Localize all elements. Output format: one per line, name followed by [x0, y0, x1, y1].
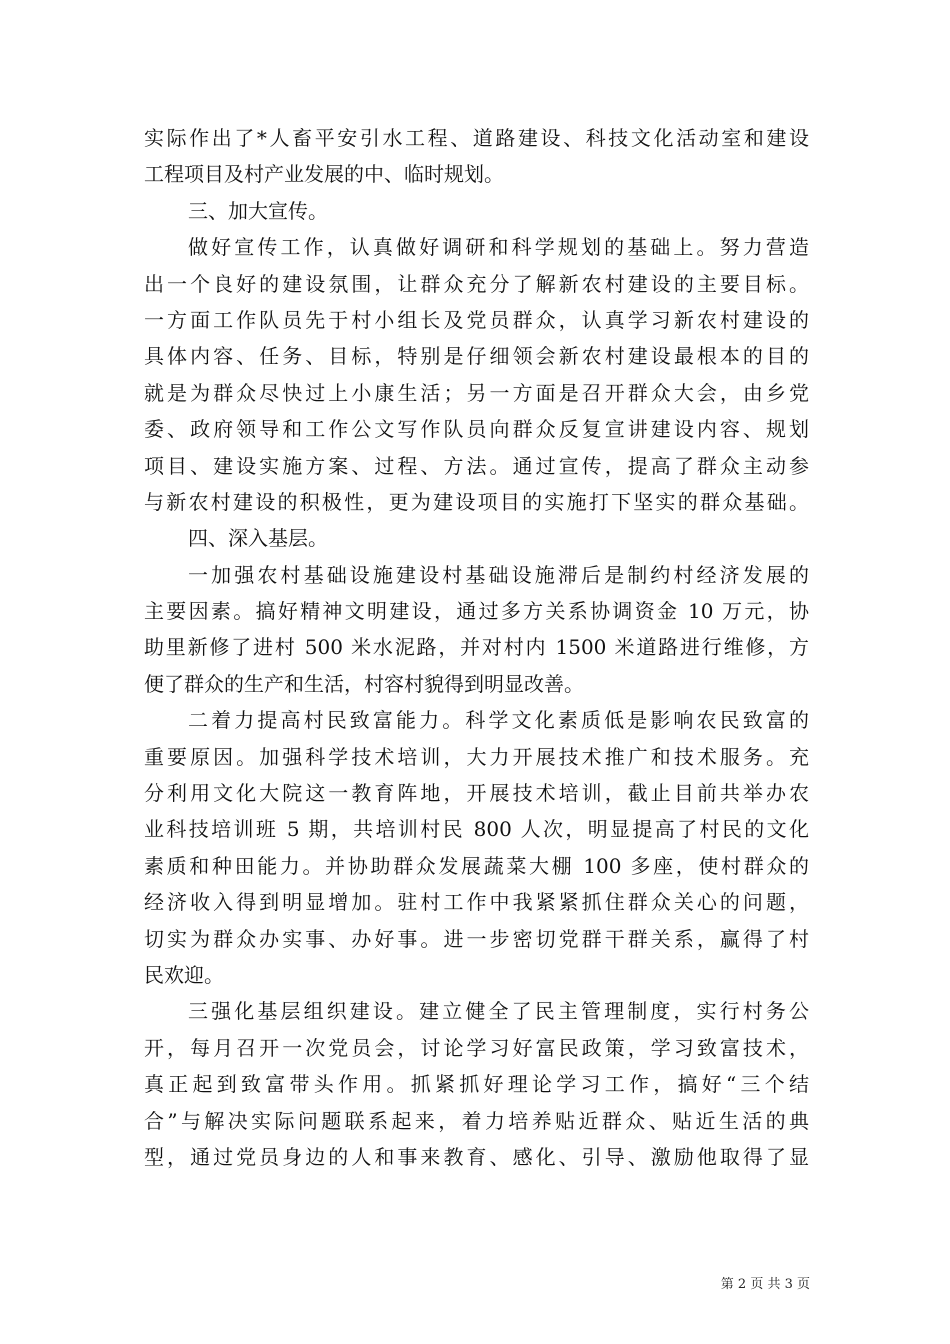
- text-line: 与新农村建设的积极性，更为建设项目的实施打下坚实的群众基础。: [144, 489, 809, 514]
- text-line: 真正起到致富带头作用。抓紧抓好理论学习工作，搞好“三个结: [144, 1072, 809, 1097]
- text-line: 合”与解决实际问题联系起来，着力培养贴近群众、贴近生活的典: [144, 1108, 809, 1133]
- document-body: [144, 120, 809, 1175]
- text-line: 一方面工作队员先于村小组长及党员群众，认真学习新农村建设的: [144, 307, 809, 332]
- text-line: 具体内容、任务、目标，特别是仔细领会新农村建设最根本的目的: [144, 344, 809, 369]
- section-heading: 三、加大宣传。: [188, 198, 328, 223]
- text-line: 实际作出了*人畜平安引水工程、道路建设、科技文化活动室和建设: [144, 126, 809, 150]
- text-line: 经济收入得到明显增加。驻村工作中我紧紧抓住群众关心的问题，: [144, 890, 809, 915]
- text-line: 业科技培训班 5 期，共培训村民 800 人次，明显提高了村民的文化: [144, 817, 809, 842]
- section-heading: 四、深入基层。: [188, 526, 328, 551]
- text-line: 重要原因。加强科学技术培训，大力开展技术推广和技术服务。充: [144, 744, 809, 769]
- text-line: 型，通过党员身边的人和事来教育、感化、引导、激励他取得了显: [144, 1144, 809, 1169]
- text-line: 工程项目及村产业发展的中、临时规划。: [144, 162, 504, 187]
- text-line: 三强化基层组织建设。建立健全了民主管理制度，实行村务公: [188, 999, 809, 1024]
- text-line: 分利用文化大院这一教育阵地，开展技术培训，截止目前共举办农: [144, 781, 809, 806]
- text-line: 素质和种田能力。并协助群众发展蔬菜大棚 100 多座，使村群众的: [144, 853, 809, 878]
- text-line: 民欢迎。: [144, 962, 224, 987]
- text-line: 委、政府领导和工作公文写作队员向群众反复宣讲建设内容、规划: [144, 417, 809, 442]
- text-line: 助里新修了进村 500 米水泥路，并对村内 1500 米道路进行维修，方: [144, 635, 809, 660]
- text-line: 主要因素。搞好精神文明建设，通过多方关系协调资金 10 万元，协: [144, 599, 809, 624]
- text-line: 做好宣传工作，认真做好调研和科学规划的基础上。努力营造: [188, 235, 809, 260]
- text-line: 开，每月召开一次党员会，讨论学习好富民政策，学习致富技术，: [144, 1035, 809, 1060]
- text-line: 切实为群众办实事、办好事。进一步密切党群干群关系，赢得了村: [144, 926, 809, 951]
- page-number-footer: 第 2 页 共 3 页: [720, 1277, 810, 1292]
- text-line: 项目、建设实施方案、过程、方法。通过宣传，提高了群众主动参: [144, 453, 809, 478]
- text-line: 出一个良好的建设氛围，让群众充分了解新农村建设的主要目标。: [144, 271, 809, 296]
- text-line: 一加强农村基础设施建设村基础设施滞后是制约村经济发展的: [188, 562, 809, 587]
- text-line: 便了群众的生产和生活，村容村貌得到明显改善。: [144, 671, 584, 696]
- text-line: 就是为群众尽快过上小康生活；另一方面是召开群众大会，由乡党: [144, 380, 809, 405]
- text-line: 二着力提高村民致富能力。科学文化素质低是影响农民致富的: [188, 708, 809, 733]
